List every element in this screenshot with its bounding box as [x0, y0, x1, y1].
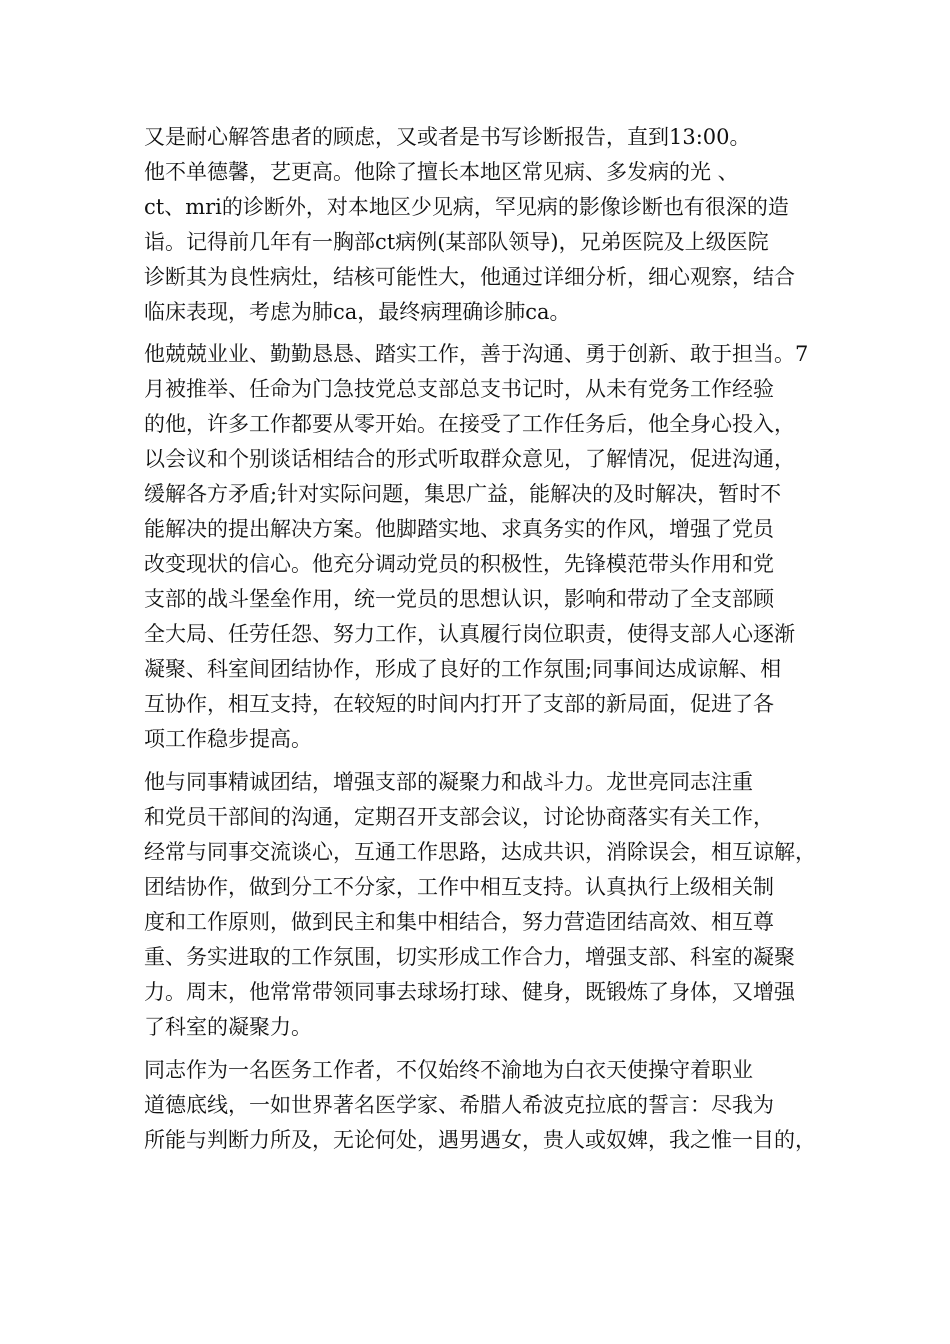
text-line: 项工作稳步提高。 [144, 727, 312, 751]
text-line: 能解决的提出解决方案。他脚踏实地、求真务实的作风，增强了党员 [144, 517, 774, 541]
text-line: ct、mri的诊断外，对本地区少见病，罕见病的影像诊断也有很深的造 [144, 195, 789, 219]
text-line: 所能与判断力所及，无论何处，遇男遇女，贵人或奴婢，我之惟一目的， [144, 1128, 816, 1152]
text-line: 的他，许多工作都要从零开始。在接受了工作任务后，他全身心投入， [144, 412, 795, 436]
text-line: 经常与同事交流谈心，互通工作思路，达成共识，消除误会，相互谅解， [144, 840, 816, 864]
text-line: 同志作为一名医务工作者，不仅始终不渝地为白衣天使操守着职业 [144, 1058, 753, 1082]
text-line: 他与同事精诚团结，增强支部的凝聚力和战斗力。龙世亮同志注重 [144, 770, 753, 794]
text-line: 他兢兢业业、勤勤恳恳、踏实工作，善于沟通、勇于创新、敢于担当。7 [144, 342, 809, 366]
text-line: 诊断其为良性病灶，结核可能性大，他通过详细分析，细心观察，结合 [144, 265, 795, 289]
text-line: 诣。记得前几年有一胸部ct病例(某部队领导)，兄弟医院及上级医院 [144, 230, 769, 254]
text-line: 以会议和个别谈话相结合的形式听取群众意见，了解情况，促进沟通， [144, 447, 795, 471]
text-line: 改变现状的信心。他充分调动党员的积极性，先锋模范带头作用和党 [144, 552, 774, 576]
text-line: 道德底线，一如世界著名医学家、希腊人希波克拉底的誓言：尽我为 [144, 1093, 774, 1117]
text-line: 他不单德馨，艺更高。他除了擅长本地区常见病、多发病的光 、 [144, 160, 739, 184]
text-line: 全大局、任劳任怨、努力工作，认真履行岗位职责，使得支部人心逐渐 [144, 622, 795, 646]
text-line: 互协作，相互支持，在较短的时间内打开了支部的新局面，促进了各 [144, 692, 774, 716]
text-line: 度和工作原则，做到民主和集中相结合，努力营造团结高效、相互尊 [144, 910, 774, 934]
text-line: 了科室的凝聚力。 [144, 1015, 312, 1039]
text-line: 支部的战斗堡垒作用，统一党员的思想认识，影响和带动了全支部顾 [144, 587, 774, 611]
text-line: 月被推举、任命为门急技党总支部总支书记时，从未有党务工作经验 [144, 377, 774, 401]
text-line: 力。周末，他常常带领同事去球场打球、健身，既锻炼了身体，又增强 [144, 980, 795, 1004]
text-line: 团结协作，做到分工不分家，工作中相互支持。认真执行上级相关制 [144, 875, 774, 899]
text-line: 凝聚、科室间团结协作，形成了良好的工作氛围;同事间达成谅解、相 [144, 657, 782, 681]
text-line: 重、务实进取的工作氛围，切实形成工作合力，增强支部、科室的凝聚 [144, 945, 795, 969]
text-line: 缓解各方矛盾;针对实际问题，集思广益，能解决的及时解决，暂时不 [144, 482, 782, 506]
text-line: 临床表现，考虑为肺ca，最终病理确诊肺ca。 [144, 300, 571, 324]
text-line: 和党员干部间的沟通，定期召开支部会议，讨论协商落实有关工作， [144, 805, 774, 829]
text-line: 又是耐心解答患者的顾虑，又或者是书写诊断报告，直到13:00。 [144, 125, 751, 149]
